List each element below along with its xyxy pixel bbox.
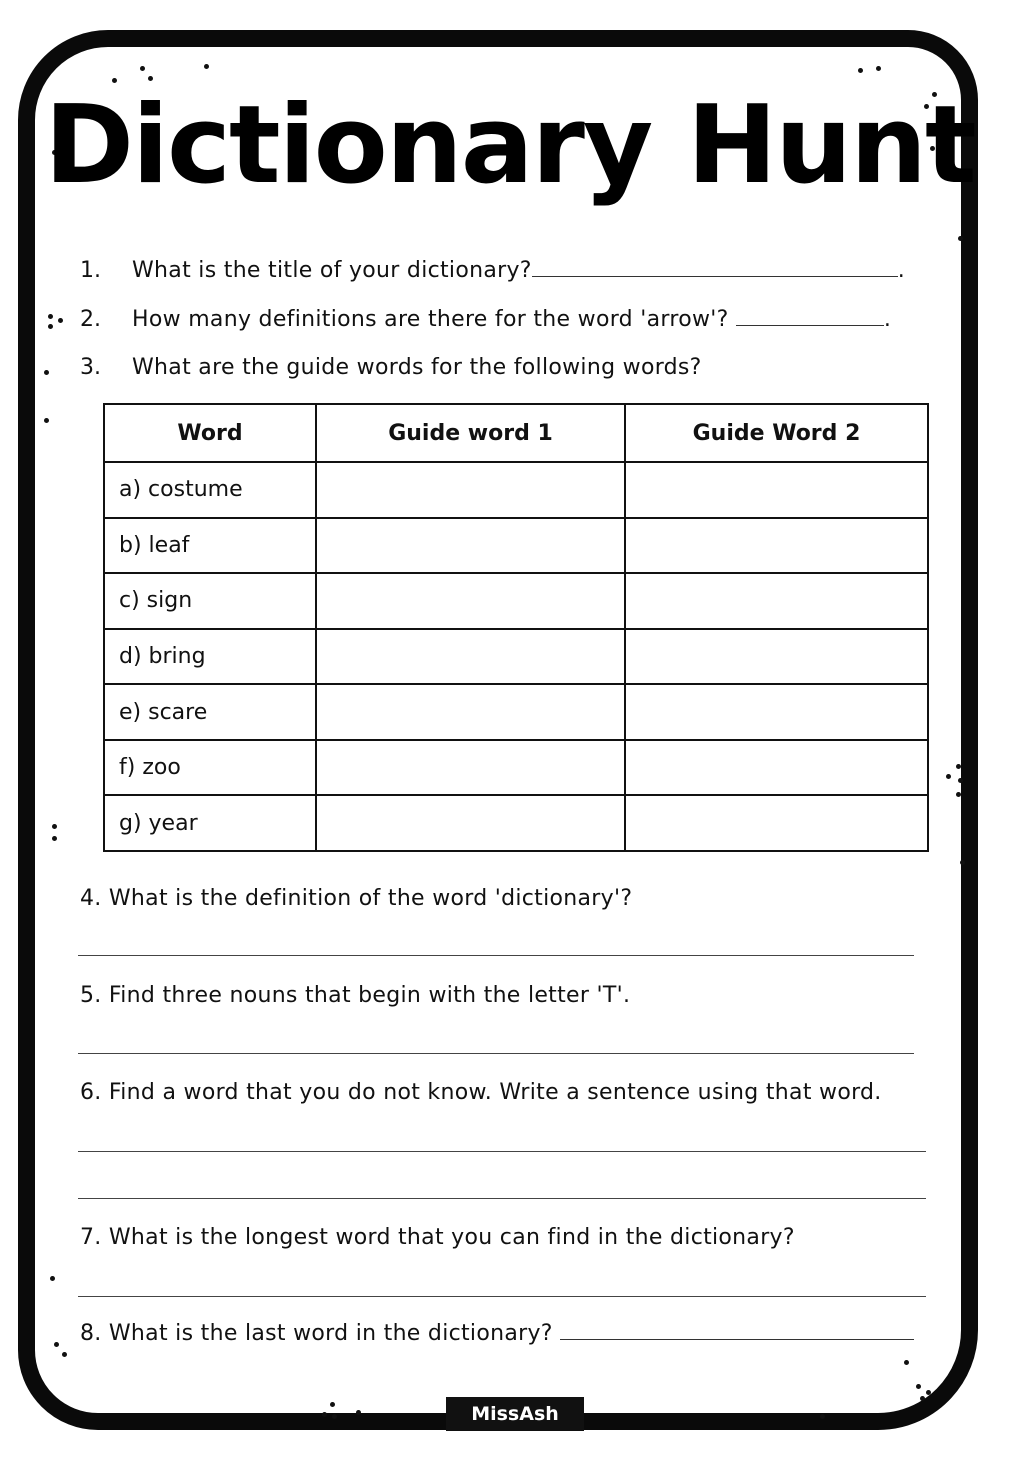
- answer-blank[interactable]: [532, 275, 898, 277]
- guide-word-2-cell[interactable]: [625, 462, 928, 518]
- decor-dot: [322, 1412, 327, 1417]
- decor-dot: [62, 1352, 67, 1357]
- decor-dot: [916, 1384, 921, 1389]
- decor-dot: [820, 1414, 825, 1419]
- table-row: [104, 740, 928, 796]
- guide-word-2-cell[interactable]: [625, 573, 928, 629]
- decor-dot: [958, 236, 963, 241]
- decor-dot: [330, 1402, 335, 1407]
- decor-dot: [52, 836, 57, 841]
- guide-word-1-cell[interactable]: [316, 518, 625, 574]
- answer-blank[interactable]: [560, 1338, 914, 1340]
- decor-dot: [148, 76, 153, 81]
- guide-word-1-cell[interactable]: [316, 740, 625, 796]
- word-cell: c) sign: [104, 573, 316, 629]
- question-number: 2.: [80, 307, 101, 332]
- question-6: 6. Find a word that you do not know. Write a sentence using that word.: [80, 1080, 882, 1105]
- guide-word-2-cell[interactable]: [625, 518, 928, 574]
- decor-dot: [920, 1396, 925, 1401]
- decor-dot: [960, 860, 965, 865]
- question-number: 1.: [80, 258, 101, 283]
- decor-dot: [58, 318, 63, 323]
- word-cell: g) year: [104, 795, 316, 851]
- question-1: What is the title of your dictionary? .: [132, 258, 906, 283]
- word-cell: b) leaf: [104, 518, 316, 574]
- question-2: How many definitions are there for the word 'arrow'? .: [132, 307, 892, 332]
- answer-line[interactable]: [78, 1151, 926, 1152]
- guide-word-1-cell[interactable]: [316, 462, 625, 518]
- decor-dot: [356, 1410, 361, 1415]
- answer-line[interactable]: [78, 955, 914, 956]
- decor-dot: [926, 1390, 931, 1395]
- question-text: How many definitions are there for the word 'arrow'?: [132, 307, 729, 332]
- decor-dot: [50, 1276, 55, 1281]
- question-text: 8. What is the last word in the dictionary?: [80, 1321, 553, 1346]
- guide-word-1-cell[interactable]: [316, 684, 625, 740]
- question-8: [80, 1321, 914, 1346]
- table-row: [104, 629, 928, 685]
- decor-dot: [876, 66, 881, 71]
- decor-dot: [946, 774, 951, 779]
- page-title: Dictionary Hunt: [44, 83, 975, 208]
- brand-badge: MissAsh: [446, 1397, 584, 1431]
- guide-word-2-cell[interactable]: [625, 684, 928, 740]
- question-7: 7. What is the longest word that you can find in the dictionary?: [80, 1225, 795, 1250]
- guide-word-2-cell[interactable]: [625, 795, 928, 851]
- word-cell: d) bring: [104, 629, 316, 685]
- table-row: [104, 795, 928, 851]
- decor-dot: [140, 66, 145, 71]
- question-number: 3.: [80, 355, 101, 380]
- column-header: Guide word 1: [316, 404, 625, 462]
- decor-dot: [44, 418, 49, 423]
- guide-word-2-cell[interactable]: [625, 629, 928, 685]
- decor-dot: [52, 824, 57, 829]
- column-header: Guide Word 2: [625, 404, 928, 462]
- answer-line[interactable]: [78, 1198, 926, 1199]
- decor-dot: [332, 1414, 337, 1419]
- guide-word-1-cell[interactable]: [316, 629, 625, 685]
- answer-blank[interactable]: [736, 324, 884, 326]
- decor-dot: [48, 324, 53, 329]
- answer-line[interactable]: [78, 1053, 914, 1054]
- word-cell: e) scare: [104, 684, 316, 740]
- decor-dot: [956, 764, 961, 769]
- decor-dot: [204, 64, 209, 69]
- table-header-row: [104, 404, 928, 462]
- decor-dot: [956, 792, 961, 797]
- question-5: 5. Find three nouns that begin with the letter 'T'.: [80, 983, 631, 1008]
- decor-dot: [958, 778, 963, 783]
- decor-dot: [44, 370, 49, 375]
- question-3: What are the guide words for the following words?: [132, 355, 702, 380]
- guide-word-1-cell[interactable]: [316, 573, 625, 629]
- decor-dot: [858, 68, 863, 73]
- decor-dot: [904, 1360, 909, 1365]
- guide-word-1-cell[interactable]: [316, 795, 625, 851]
- decor-dot: [48, 314, 53, 319]
- table-row: [104, 462, 928, 518]
- column-header: Word: [104, 404, 316, 462]
- word-cell: a) costume: [104, 462, 316, 518]
- question-text: What is the title of your dictionary?: [132, 258, 532, 283]
- guide-word-2-cell[interactable]: [625, 740, 928, 796]
- guide-words-table: [103, 403, 929, 852]
- decor-dot: [54, 1342, 59, 1347]
- table-row: [104, 573, 928, 629]
- table-row: [104, 684, 928, 740]
- table-row: [104, 518, 928, 574]
- word-cell: f) zoo: [104, 740, 316, 796]
- answer-line[interactable]: [78, 1296, 926, 1297]
- question-4: 4. What is the definition of the word 'dictionary'?: [80, 886, 633, 911]
